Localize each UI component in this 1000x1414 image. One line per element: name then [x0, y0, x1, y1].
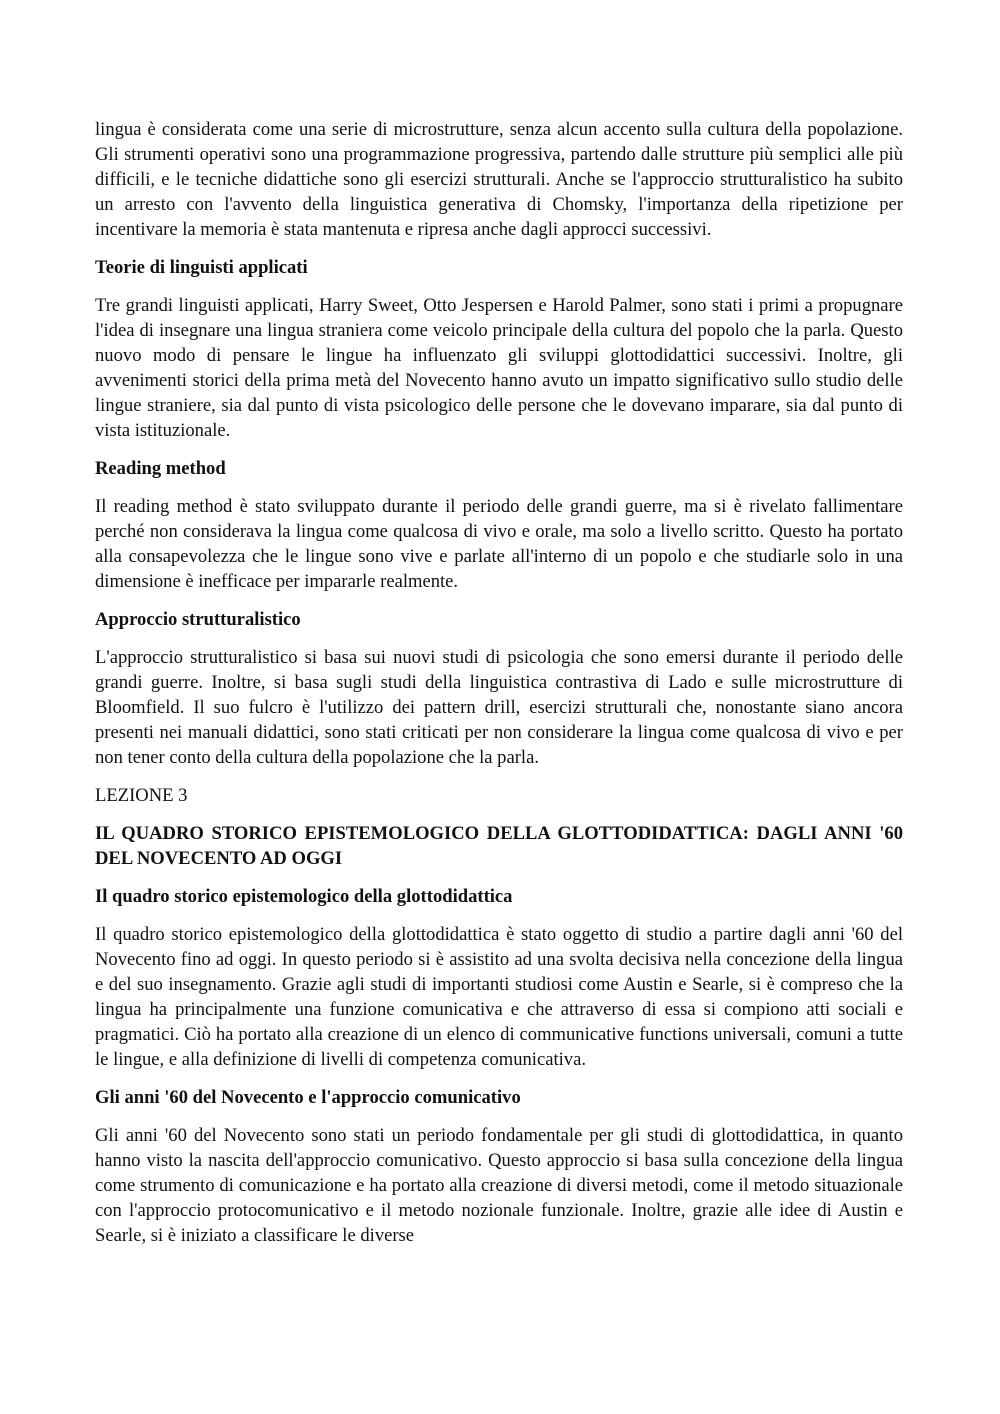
paragraph-applied-linguists: Tre grandi linguisti applicati, Harry Sweet, Otto Jespersen e Harold Palmer, sono stati i primi a propugnare l'idea di insegnare una lingua straniera come veicolo principale della cultura del popolo che la parla. Questo nuovo modo di pensare le lingue ha influenzato gli sviluppi glottodidattici successivi. Inoltre, gli avvenimenti storici della prima metà del Novecento hanno avuto un impatto significativo sullo studio delle lingue straniere, sia dal punto di vista psicologico delle persone che le dovevano imparare, sia dal punto di vista istituzionale. [95, 295, 903, 441]
paragraph-reading-method: Il reading method è stato sviluppato durante il periodo delle grandi guerre, ma si è rivelato fallimentare perché non considerava la lingua come qualcosa di vivo e orale, ma solo a livello scritto. Questo ha portato alla consapevolezza che le lingue sono vive e parlate all'interno di un popolo e che studiarle solo in una dimensione è inefficace per impararle realmente. [95, 496, 903, 592]
paragraph-structural-approach: L'approccio strutturalistico si basa sui nuovi studi di psicologia che sono emersi durante il periodo delle grandi guerre. Inoltre, si basa sugli studi della linguistica contrastiva di Lado e sulle microstrutture di Bloomfield. Il suo fulcro è l'utilizzo dei pattern drill, esercizi strutturali che, nonostante siano ancora presenti nei manuali didattici, sono stati criticati per non considerare la lingua come qualcosa di vivo e per non tener conto della cultura della popolazione che la parla. [95, 647, 903, 768]
heading-epistemological-framework: Il quadro storico epistemologico della glottodidattica [95, 886, 513, 907]
paragraph-epistemological-framework: Il quadro storico epistemologico della glottodidattica è stato oggetto di studio a partire dagli anni '60 del Novecento fino ad oggi. In questo periodo si è assistito ad una svolta decisiva nella concezione della lingua e del suo insegnamento. Grazie agli studi di importanti studiosi come Austin e Searle, si è compreso che la lingua ha principalmente una funzione comunicativa e che attraverso di essa si compiono atti sociali e pragmatici. Ciò ha portato alla creazione di un elenco di communicative functions universali, comuni a tutte le lingue, e alla definizione di livelli di competenza comunicativa. [95, 924, 903, 1070]
heading-reading-method: Reading method [95, 458, 226, 479]
paragraph-structuralism-continued: lingua è considerata come una serie di microstrutture, senza alcun accento sulla cultura della popolazione. Gli strumenti operativi sono una programmazione progressiva, partendo dalle strutture più semplici alle più difficili, e le tecniche didattiche sono gli esercizi strutturali. Anche se l'approccio strutturalistico ha subito un arresto con l'avvento della linguistica generativa di Chomsky, l'importanza della ripetizione per incentivare la memoria è stata mantenuta e ripresa anche dagli approcci successivi. [95, 119, 903, 240]
paragraph-sixties-communicative: Gli anni '60 del Novecento sono stati un periodo fondamentale per gli studi di glottodidattica, in quanto hanno visto la nascita dell'approccio comunicativo. Questo approccio si basa sulla concezione della lingua come strumento di comunicazione e ha portato alla creazione di diversi metodi, come il metodo situazionale con l'approccio protocomunicativo e il metodo nozionale funzionale. Inoltre, grazie alle idee di Austin e Searle, si è iniziato a classificare le diverse [95, 1125, 903, 1246]
document-page [95, 117, 903, 1261]
heading-structural-approach: Approccio strutturalistico [95, 609, 301, 630]
heading-sixties-communicative: Gli anni '60 del Novecento e l'approccio comunicativo [95, 1087, 521, 1108]
heading-applied-linguists: Teorie di linguisti applicati [95, 257, 308, 278]
lesson-label: LEZIONE 3 [95, 785, 188, 806]
section-title: IL QUADRO STORICO EPISTEMOLOGICO DELLA GLOTTODIDATTICA: DAGLI ANNI '60 DEL NOVECENTO AD OGGI [95, 823, 903, 869]
